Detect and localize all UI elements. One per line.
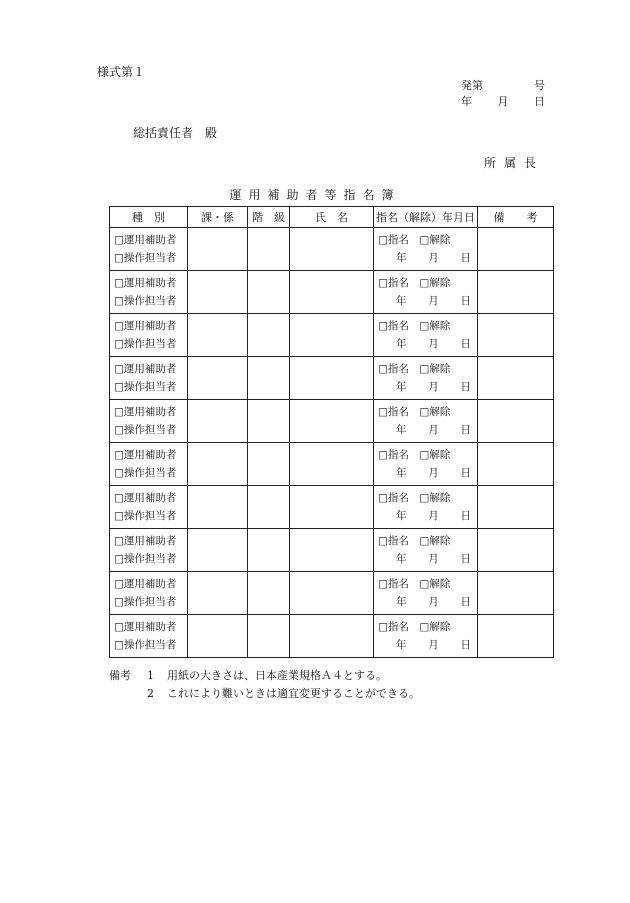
date-month: 月	[428, 338, 439, 350]
type-option-assistant[interactable]: □運用補助者	[114, 621, 177, 633]
issue-number-line	[461, 78, 545, 94]
date-cell	[374, 314, 478, 357]
rank-cell[interactable]	[248, 314, 290, 357]
date-month: 月	[428, 381, 439, 393]
section-cell[interactable]	[188, 271, 248, 314]
designate-release-options[interactable]: □指名 □解除	[378, 406, 451, 418]
remarks-cell[interactable]	[478, 400, 554, 443]
type-cell	[110, 572, 188, 615]
table-row	[110, 400, 554, 443]
date-line	[378, 507, 477, 525]
date-line	[378, 464, 477, 482]
header-type: 種 別	[110, 207, 188, 228]
designate-release-options[interactable]: □指名 □解除	[378, 363, 451, 375]
note-text: これにより難いときは適宜変更することができる。	[167, 687, 420, 700]
date-line	[378, 249, 477, 267]
type-option-assistant[interactable]: □運用補助者	[114, 406, 177, 418]
rank-cell[interactable]	[248, 443, 290, 486]
date-line	[378, 292, 477, 310]
note-number: 1	[147, 669, 154, 682]
issue-number-suffix: 号	[534, 79, 545, 92]
type-option-assistant[interactable]: □運用補助者	[114, 535, 177, 547]
rank-cell[interactable]	[248, 572, 290, 615]
header-rank: 階 級	[248, 207, 290, 228]
type-option-operator[interactable]: □操作担当者	[114, 639, 177, 651]
date-year: 年	[396, 295, 407, 307]
date-line	[378, 636, 477, 654]
type-cell	[110, 529, 188, 572]
type-option-operator[interactable]: □操作担当者	[114, 596, 177, 608]
table-row	[110, 357, 554, 400]
remarks-cell[interactable]	[478, 314, 554, 357]
type-cell	[110, 228, 188, 271]
type-option-operator[interactable]: □操作担当者	[114, 252, 177, 264]
date-line	[378, 593, 477, 611]
type-option-assistant[interactable]: □運用補助者	[114, 363, 177, 375]
issue-date-day: 日	[534, 95, 545, 108]
table-header-row	[110, 207, 554, 228]
rank-cell[interactable]	[248, 486, 290, 529]
table-row	[110, 529, 554, 572]
type-option-assistant[interactable]: □運用補助者	[114, 449, 177, 461]
date-month: 月	[428, 510, 439, 522]
type-option-operator[interactable]: □操作担当者	[114, 510, 177, 522]
remarks-cell[interactable]	[478, 486, 554, 529]
date-cell	[374, 529, 478, 572]
addressee: 総括責任者 殿	[133, 126, 218, 140]
table-row	[110, 228, 554, 271]
designate-release-options[interactable]: □指名 □解除	[378, 535, 451, 547]
type-option-operator[interactable]: □操作担当者	[114, 424, 177, 436]
name-cell[interactable]	[290, 572, 374, 615]
type-option-operator[interactable]: □操作担当者	[114, 381, 177, 393]
date-year: 年	[396, 553, 407, 565]
date-day: 日	[460, 424, 471, 436]
date-year: 年	[396, 424, 407, 436]
affiliation-head: 所属長	[483, 156, 544, 170]
name-cell[interactable]	[290, 529, 374, 572]
designate-release-options[interactable]: □指名 □解除	[378, 277, 451, 289]
header-section: 課・係	[188, 207, 248, 228]
date-cell	[374, 572, 478, 615]
date-year: 年	[396, 510, 407, 522]
date-line	[378, 550, 477, 568]
date-day: 日	[460, 510, 471, 522]
date-year: 年	[396, 467, 407, 479]
date-line	[378, 378, 477, 396]
type-cell	[110, 271, 188, 314]
date-month: 月	[428, 639, 439, 651]
header-date: 指名（解除）年月日	[374, 207, 478, 228]
type-option-assistant[interactable]: □運用補助者	[114, 277, 177, 289]
date-year: 年	[396, 252, 407, 264]
type-cell	[110, 486, 188, 529]
name-cell[interactable]	[290, 615, 374, 658]
name-cell[interactable]	[290, 486, 374, 529]
name-cell[interactable]	[290, 271, 374, 314]
date-cell	[374, 615, 478, 658]
type-option-operator[interactable]: □操作担当者	[114, 338, 177, 350]
type-cell	[110, 357, 188, 400]
date-cell	[374, 357, 478, 400]
date-line	[378, 421, 477, 439]
note-item-1	[109, 667, 420, 685]
date-month: 月	[428, 424, 439, 436]
table-row	[110, 486, 554, 529]
remarks-cell[interactable]	[478, 615, 554, 658]
header-name: 氏 名	[290, 207, 374, 228]
rank-cell[interactable]	[248, 615, 290, 658]
date-month: 月	[428, 252, 439, 264]
date-cell	[374, 271, 478, 314]
type-option-operator[interactable]: □操作担当者	[114, 467, 177, 479]
section-cell[interactable]	[188, 314, 248, 357]
date-line	[378, 335, 477, 353]
table-row	[110, 271, 554, 314]
section-cell[interactable]	[188, 529, 248, 572]
issue-date-line	[461, 94, 545, 110]
header-remarks: 備 考	[478, 207, 554, 228]
issue-number-prefix: 発第	[461, 79, 483, 92]
date-month: 月	[428, 295, 439, 307]
date-cell	[374, 443, 478, 486]
section-cell[interactable]	[188, 572, 248, 615]
note-text: 用紙の大きさは、日本産業規格Ａ４とする。	[167, 669, 387, 682]
rank-cell[interactable]	[248, 271, 290, 314]
remarks-cell[interactable]	[478, 271, 554, 314]
note-item-2	[109, 685, 420, 703]
name-cell[interactable]	[290, 228, 374, 271]
name-cell[interactable]	[290, 443, 374, 486]
rank-cell[interactable]	[248, 357, 290, 400]
type-cell	[110, 443, 188, 486]
date-month: 月	[428, 596, 439, 608]
name-cell[interactable]	[290, 314, 374, 357]
date-cell	[374, 400, 478, 443]
designate-release-options[interactable]: □指名 □解除	[378, 320, 451, 332]
date-cell	[374, 486, 478, 529]
date-day: 日	[460, 639, 471, 651]
date-day: 日	[460, 252, 471, 264]
remarks-cell[interactable]	[478, 529, 554, 572]
type-cell	[110, 615, 188, 658]
date-day: 日	[460, 381, 471, 393]
date-day: 日	[460, 467, 471, 479]
date-year: 年	[396, 338, 407, 350]
date-day: 日	[460, 553, 471, 565]
date-month: 月	[428, 467, 439, 479]
form-title: 運用補助者等指名簿	[229, 188, 401, 202]
rank-cell[interactable]	[248, 228, 290, 271]
type-cell	[110, 314, 188, 357]
issue-date-year: 年	[461, 95, 472, 108]
name-cell[interactable]	[290, 357, 374, 400]
form-number: 様式第１	[97, 65, 146, 79]
type-option-operator[interactable]: □操作担当者	[114, 553, 177, 565]
section-cell[interactable]	[188, 615, 248, 658]
date-day: 日	[460, 295, 471, 307]
notes	[109, 667, 420, 703]
remarks-cell[interactable]	[478, 443, 554, 486]
table-row	[110, 615, 554, 658]
date-cell	[374, 228, 478, 271]
name-cell[interactable]	[290, 400, 374, 443]
date-day: 日	[460, 338, 471, 350]
designate-release-options[interactable]: □指名 □解除	[378, 578, 451, 590]
type-option-assistant[interactable]: □運用補助者	[114, 234, 177, 246]
table-row	[110, 443, 554, 486]
remarks-cell[interactable]	[478, 357, 554, 400]
remarks-cell[interactable]	[478, 228, 554, 271]
section-cell[interactable]	[188, 443, 248, 486]
designate-release-options[interactable]: □指名 □解除	[378, 621, 451, 633]
date-month: 月	[428, 553, 439, 565]
registry-table	[109, 206, 554, 658]
table-row	[110, 314, 554, 357]
type-option-assistant[interactable]: □運用補助者	[114, 320, 177, 332]
note-number: 2	[147, 687, 154, 700]
section-cell[interactable]	[188, 357, 248, 400]
issue-block	[461, 78, 545, 110]
date-year: 年	[396, 381, 407, 393]
designate-release-options[interactable]: □指名 □解除	[378, 234, 451, 246]
issue-date-month: 月	[497, 95, 509, 108]
designate-release-options[interactable]: □指名 □解除	[378, 449, 451, 461]
section-cell[interactable]	[188, 228, 248, 271]
type-cell	[110, 400, 188, 443]
table-row	[110, 572, 554, 615]
date-day: 日	[460, 596, 471, 608]
date-year: 年	[396, 639, 407, 651]
rank-cell[interactable]	[248, 400, 290, 443]
notes-label: 備考	[109, 669, 131, 682]
remarks-cell[interactable]	[478, 572, 554, 615]
section-cell[interactable]	[188, 486, 248, 529]
type-option-operator[interactable]: □操作担当者	[114, 295, 177, 307]
type-option-assistant[interactable]: □運用補助者	[114, 578, 177, 590]
date-year: 年	[396, 596, 407, 608]
designate-release-options[interactable]: □指名 □解除	[378, 492, 451, 504]
rank-cell[interactable]	[248, 529, 290, 572]
section-cell[interactable]	[188, 400, 248, 443]
type-option-assistant[interactable]: □運用補助者	[114, 492, 177, 504]
